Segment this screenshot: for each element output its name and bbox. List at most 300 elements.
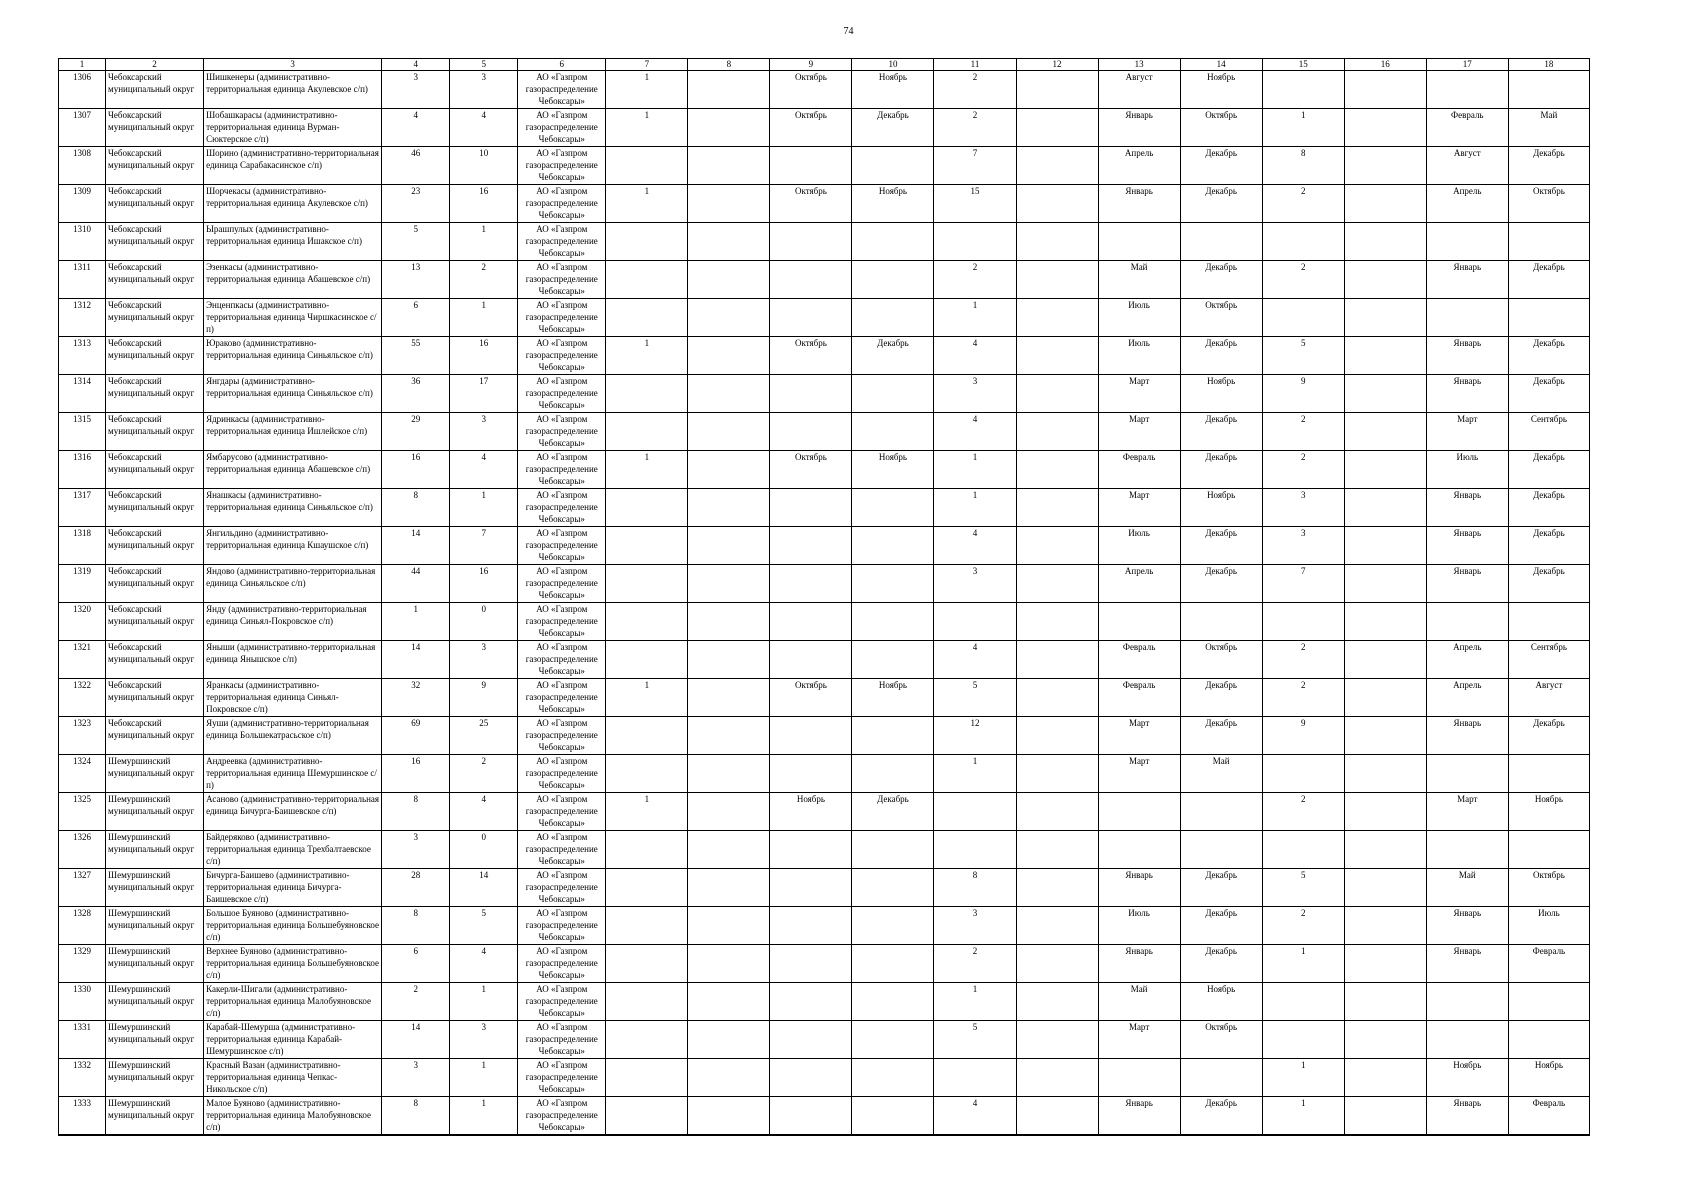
month-cell: [1426, 603, 1508, 641]
district-cell: [106, 413, 204, 451]
value-cell: [606, 983, 688, 1021]
cell-text: Чебоксарский муниципальный округ: [108, 566, 195, 588]
cell-text: АО «Газпром газораспределение Чебоксары»: [525, 908, 598, 942]
value-cell: [382, 261, 450, 299]
month-cell: [1508, 945, 1589, 983]
cell-text: [1429, 983, 1506, 1020]
organization-cell: [518, 755, 606, 793]
cell-text: [772, 831, 849, 868]
value-cell: [382, 755, 450, 793]
value-cell: [1344, 565, 1426, 603]
organization-cell: [518, 907, 606, 945]
cell-text: 3: [972, 908, 978, 918]
organization-cell: [518, 793, 606, 831]
month-cell: [1508, 451, 1589, 489]
cell-text: 1311: [73, 262, 91, 272]
cell-text: [608, 261, 685, 298]
cell-text: [1101, 831, 1178, 868]
cell-text: [1101, 223, 1178, 260]
value-cell: [1344, 603, 1426, 641]
gasification-schedule-table: [58, 58, 1590, 1136]
settlement-cell: [204, 451, 382, 489]
cell-text: [608, 299, 685, 336]
month-cell: [1426, 375, 1508, 413]
value-cell: [606, 717, 688, 755]
month-cell: [1098, 185, 1180, 223]
month-cell: [1180, 945, 1262, 983]
value-cell: [606, 71, 688, 109]
month-cell: [1426, 945, 1508, 983]
cell-text: 1328: [73, 908, 91, 918]
cell-text: 1322: [73, 680, 91, 690]
value-cell: [1262, 375, 1344, 413]
cell-text: 16: [411, 756, 421, 766]
cell-text: 1323: [73, 718, 91, 728]
cell-text: Шишкенеры (административно-территориальная единица Акулевское с/п): [206, 72, 368, 94]
cell-text: [772, 869, 849, 906]
value-cell: [382, 489, 450, 527]
organization-cell: [518, 603, 606, 641]
cell-text: 0: [481, 604, 486, 614]
cell-text: [608, 831, 685, 868]
value-cell: [606, 299, 688, 337]
table-row: [59, 451, 1590, 489]
value-cell: [382, 565, 450, 603]
cell-text: АО «Газпром газораспределение Чебоксары»: [525, 718, 598, 752]
table-row: [59, 527, 1590, 565]
cell-text: Андреевка (административно-территориальная единица Шемуршинское с/п): [206, 756, 377, 790]
value-cell: [450, 1021, 518, 1059]
cell-text: Январь: [1453, 376, 1482, 386]
cell-text: Октябрь: [794, 338, 827, 348]
row-number-cell: [59, 71, 106, 109]
cell-text: Янгдары (административно-территориальная единица Синьяльское с/п): [206, 376, 373, 398]
organization-cell: [518, 299, 606, 337]
value-cell: [382, 413, 450, 451]
cell-text: [1347, 603, 1424, 640]
cell-text: [690, 565, 767, 602]
cell-text: [608, 223, 685, 260]
cell-text: Ноябрь: [1207, 376, 1236, 386]
cell-text: Октябрь: [1205, 110, 1238, 120]
cell-text: 3: [972, 376, 978, 386]
cell-text: Июль: [1128, 338, 1150, 348]
value-cell: [1344, 793, 1426, 831]
month-cell: [852, 147, 934, 185]
value-cell: [382, 223, 450, 261]
district-cell: [106, 299, 204, 337]
cell-text: [1101, 793, 1178, 830]
cell-text: Юраково (административно-территориальная единица Синьяльское с/п): [206, 338, 373, 360]
district-cell: [106, 1059, 204, 1097]
cell-text: Декабрь: [1205, 338, 1237, 348]
cell-text: [936, 793, 1013, 830]
month-cell: [852, 603, 934, 641]
cell-text: [1265, 603, 1342, 640]
value-cell: [382, 299, 450, 337]
cell-text: [608, 641, 685, 678]
cell-text: Шемуршинский муниципальный округ: [108, 832, 195, 854]
column-number-cell: 4: [382, 59, 450, 71]
settlement-cell: [204, 793, 382, 831]
cell-text: Октябрь: [1532, 870, 1565, 880]
cell-text: АО «Газпром газораспределение Чебоксары»: [525, 110, 598, 144]
district-cell: [106, 793, 204, 831]
cell-text: 8: [413, 908, 418, 918]
value-cell: [1262, 337, 1344, 375]
cell-text: Январь: [1125, 946, 1153, 956]
value-cell: [688, 337, 770, 375]
value-cell: [1344, 869, 1426, 907]
cell-text: 1: [413, 604, 418, 614]
cell-text: 1: [972, 756, 978, 766]
month-cell: [1508, 831, 1589, 869]
cell-text: 3: [481, 642, 486, 652]
month-cell: [770, 337, 852, 375]
cell-text: [772, 907, 849, 944]
cell-text: Декабрь: [1205, 1098, 1237, 1108]
value-cell: [1262, 489, 1344, 527]
cell-text: [772, 527, 849, 564]
value-cell: [450, 641, 518, 679]
month-cell: [1508, 375, 1589, 413]
settlement-cell: [204, 109, 382, 147]
cell-text: [1019, 71, 1096, 108]
month-cell: [770, 223, 852, 261]
table-row: [59, 1021, 1590, 1059]
value-cell: [688, 1059, 770, 1097]
cell-text: Какерли-Шигали (административно-территориальная единица Малобуяновское с/п): [206, 984, 372, 1018]
cell-text: АО «Газпром газораспределение Чебоксары»: [525, 528, 598, 562]
cell-text: 4: [972, 1098, 978, 1108]
cell-text: [608, 527, 685, 564]
month-cell: [770, 71, 852, 109]
column-number-cell: 12: [1016, 59, 1098, 71]
value-cell: [382, 679, 450, 717]
cell-text: [690, 983, 767, 1020]
value-cell: [450, 451, 518, 489]
cell-text: [608, 147, 685, 184]
value-cell: [450, 793, 518, 831]
cell-text: 5: [481, 908, 486, 918]
month-cell: [1180, 375, 1262, 413]
cell-text: 9: [481, 680, 486, 690]
settlement-cell: [204, 185, 382, 223]
cell-text: 8: [413, 1098, 418, 1108]
month-cell: [1180, 1059, 1262, 1097]
district-cell: [106, 603, 204, 641]
cell-text: [690, 413, 767, 450]
cell-text: [690, 147, 767, 184]
value-cell: [1344, 147, 1426, 185]
cell-text: 5: [972, 1022, 978, 1032]
month-cell: [1426, 869, 1508, 907]
cell-text: Ноябрь: [878, 680, 908, 690]
month-cell: [770, 869, 852, 907]
month-cell: [770, 793, 852, 831]
value-cell: [1016, 527, 1098, 565]
cell-text: [1019, 261, 1096, 298]
cell-text: Ноябрь: [1534, 794, 1563, 804]
cell-text: Чебоксарский муниципальный округ: [108, 148, 195, 170]
month-cell: [1098, 109, 1180, 147]
cell-text: Май: [1540, 110, 1558, 120]
district-cell: [106, 147, 204, 185]
cell-text: [772, 413, 849, 450]
cell-text: 1: [644, 186, 650, 196]
value-cell: [934, 71, 1016, 109]
month-cell: [852, 793, 934, 831]
month-cell: [852, 375, 934, 413]
cell-text: [772, 945, 849, 982]
cell-text: 1316: [73, 452, 91, 462]
settlement-cell: [204, 755, 382, 793]
row-number-cell: [59, 261, 106, 299]
month-cell: [1508, 71, 1589, 109]
value-cell: [382, 147, 450, 185]
month-cell: [1180, 565, 1262, 603]
cell-text: 3: [1300, 490, 1306, 500]
value-cell: [382, 793, 450, 831]
cell-text: 1: [481, 224, 486, 234]
cell-text: АО «Газпром газораспределение Чебоксары»: [525, 870, 598, 904]
month-cell: [1508, 413, 1589, 451]
row-number-cell: [59, 1097, 106, 1136]
cell-text: 1307: [73, 110, 91, 120]
cell-text: Декабрь: [1533, 148, 1565, 158]
cell-text: Декабрь: [877, 338, 909, 348]
value-cell: [1016, 489, 1098, 527]
cell-text: [936, 831, 1013, 868]
cell-text: [690, 945, 767, 982]
cell-text: [854, 603, 931, 640]
cell-text: 2: [1300, 186, 1306, 196]
district-cell: [106, 185, 204, 223]
value-cell: [450, 755, 518, 793]
cell-text: 14: [479, 870, 489, 880]
cell-text: Чебоксарский муниципальный округ: [108, 452, 195, 474]
cell-text: Декабрь: [1205, 946, 1237, 956]
month-cell: [852, 299, 934, 337]
value-cell: [1016, 261, 1098, 299]
month-cell: [1508, 565, 1589, 603]
cell-text: 12: [970, 718, 980, 728]
month-cell: [770, 565, 852, 603]
value-cell: [1016, 679, 1098, 717]
cell-text: 1: [972, 984, 978, 994]
month-cell: [1180, 185, 1262, 223]
value-cell: [688, 755, 770, 793]
value-cell: [688, 717, 770, 755]
value-cell: [1016, 1097, 1098, 1136]
cell-text: 4: [972, 528, 978, 538]
cell-text: [1429, 603, 1506, 640]
value-cell: [1262, 261, 1344, 299]
cell-text: АО «Газпром газораспределение Чебоксары»: [525, 262, 598, 296]
cell-text: [1183, 603, 1260, 640]
cell-text: [608, 869, 685, 906]
month-cell: [1180, 603, 1262, 641]
cell-text: [772, 1097, 849, 1134]
cell-text: [1347, 831, 1424, 868]
cell-text: [772, 489, 849, 526]
cell-text: Байдеряково (административно-территориальная единица Трехбалтаевское с/п): [206, 832, 371, 866]
table-row: [59, 299, 1590, 337]
month-cell: [852, 1097, 934, 1136]
cell-text: 6: [413, 946, 418, 956]
month-cell: [852, 261, 934, 299]
value-cell: [450, 147, 518, 185]
district-cell: [106, 679, 204, 717]
month-cell: [1098, 223, 1180, 261]
column-number-cell: 5: [450, 59, 518, 71]
cell-text: 1: [972, 452, 978, 462]
cell-text: [1019, 489, 1096, 526]
value-cell: [1344, 717, 1426, 755]
cell-text: [1265, 983, 1342, 1020]
cell-text: Большое Буяново (административно-территориальная единица Большебуяновское с/п): [206, 908, 380, 942]
district-cell: [106, 1021, 204, 1059]
month-cell: [1426, 1021, 1508, 1059]
cell-text: 1: [481, 984, 486, 994]
month-cell: [1180, 869, 1262, 907]
cell-text: Январь: [1453, 946, 1482, 956]
cell-text: 1318: [73, 528, 91, 538]
cell-text: 1317: [73, 490, 91, 500]
settlement-cell: [204, 831, 382, 869]
cell-text: АО «Газпром газораспределение Чебоксары»: [525, 224, 598, 258]
value-cell: [934, 223, 1016, 261]
value-cell: [606, 489, 688, 527]
value-cell: [934, 299, 1016, 337]
cell-text: [1265, 831, 1342, 868]
cell-text: [772, 1021, 849, 1058]
month-cell: [1180, 337, 1262, 375]
cell-text: АО «Газпром газораспределение Чебоксары»: [525, 794, 598, 828]
value-cell: [606, 147, 688, 185]
value-cell: [382, 603, 450, 641]
cell-text: АО «Газпром газораспределение Чебоксары»: [525, 1098, 598, 1132]
month-cell: [1180, 983, 1262, 1021]
value-cell: [1344, 1021, 1426, 1059]
cell-text: 5: [972, 680, 978, 690]
cell-text: Август: [1453, 148, 1481, 158]
cell-text: 13: [411, 262, 421, 272]
cell-text: [854, 261, 931, 298]
value-cell: [1344, 375, 1426, 413]
cell-text: [608, 489, 685, 526]
value-cell: [1262, 755, 1344, 793]
value-cell: [1016, 641, 1098, 679]
cell-text: [1347, 71, 1424, 108]
cell-text: [772, 717, 849, 754]
value-cell: [382, 527, 450, 565]
cell-text: АО «Газпром газораспределение Чебоксары»: [525, 186, 598, 220]
row-number-cell: [59, 603, 106, 641]
cell-text: [1019, 831, 1096, 868]
cell-text: Ноябрь: [796, 794, 825, 804]
cell-text: Янду (административно-территориальная единица Синьял-Покровское с/п): [206, 604, 367, 626]
cell-text: Март: [1128, 718, 1150, 728]
cell-text: 10: [479, 148, 489, 158]
cell-text: 1315: [73, 414, 91, 424]
row-number-cell: [59, 793, 106, 831]
district-cell: [106, 223, 204, 261]
month-cell: [1098, 527, 1180, 565]
cell-text: 2: [972, 72, 978, 82]
cell-text: [854, 983, 931, 1020]
value-cell: [450, 1097, 518, 1136]
month-cell: [1508, 299, 1589, 337]
month-cell: [1426, 1059, 1508, 1097]
cell-text: Октябрь: [794, 452, 827, 462]
district-cell: [106, 755, 204, 793]
value-cell: [934, 1021, 1016, 1059]
cell-text: 2: [1300, 414, 1306, 424]
value-cell: [934, 565, 1016, 603]
value-cell: [606, 1059, 688, 1097]
value-cell: [934, 109, 1016, 147]
month-cell: [1508, 489, 1589, 527]
cell-text: [608, 1059, 685, 1096]
cell-text: Шемуршинский муниципальный округ: [108, 1098, 195, 1120]
cell-text: [1019, 983, 1096, 1020]
month-cell: [770, 945, 852, 983]
value-cell: [1262, 1059, 1344, 1097]
month-cell: [1426, 831, 1508, 869]
cell-text: 44: [411, 566, 421, 576]
cell-text: [854, 1097, 931, 1134]
month-cell: [1098, 375, 1180, 413]
cell-text: [1347, 223, 1424, 260]
month-cell: [1508, 641, 1589, 679]
cell-text: 1329: [73, 946, 91, 956]
cell-text: [1019, 755, 1096, 792]
month-cell: [852, 831, 934, 869]
value-cell: [450, 71, 518, 109]
cell-text: Январь: [1453, 718, 1482, 728]
settlement-cell: [204, 261, 382, 299]
cell-text: 1: [644, 338, 650, 348]
settlement-cell: [204, 1021, 382, 1059]
table-row: [59, 831, 1590, 869]
district-cell: [106, 565, 204, 603]
cell-text: [1429, 755, 1506, 792]
month-cell: [1426, 451, 1508, 489]
cell-text: Март: [1128, 1022, 1150, 1032]
value-cell: [1016, 755, 1098, 793]
value-cell: [606, 831, 688, 869]
month-cell: [1426, 261, 1508, 299]
page-number: 74: [843, 26, 854, 37]
value-cell: [606, 565, 688, 603]
cell-text: [1019, 641, 1096, 678]
cell-text: 25: [479, 718, 489, 728]
value-cell: [688, 109, 770, 147]
cell-text: Январь: [1453, 566, 1482, 576]
cell-text: Май: [1130, 262, 1148, 272]
column-number-cell: 16: [1344, 59, 1426, 71]
month-cell: [770, 641, 852, 679]
month-cell: [1180, 793, 1262, 831]
cell-text: [690, 71, 767, 108]
cell-text: [1511, 983, 1587, 1020]
cell-text: [854, 1021, 931, 1058]
month-cell: [1098, 261, 1180, 299]
value-cell: [688, 527, 770, 565]
month-cell: [1098, 451, 1180, 489]
row-number-cell: [59, 983, 106, 1021]
